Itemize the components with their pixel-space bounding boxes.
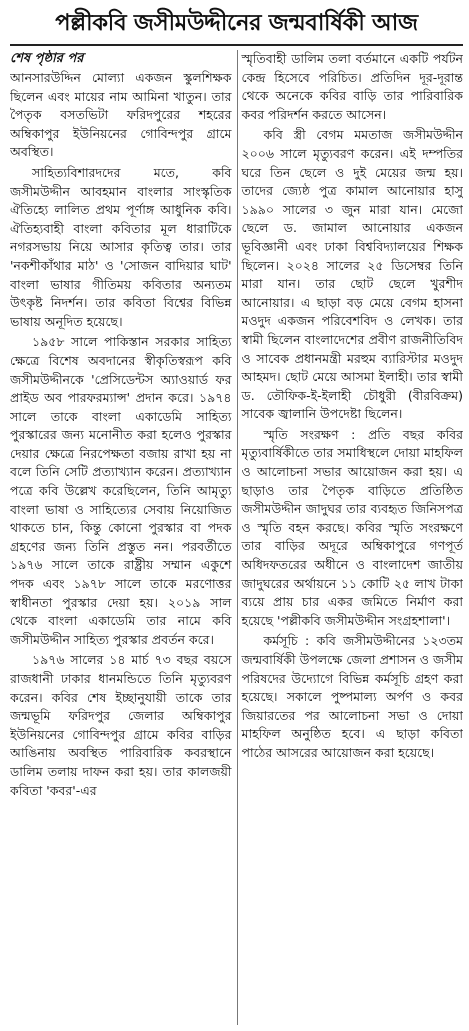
paragraph: সাহিত্যবিশারদদের মতে, কবি জসীমউদ্দীন আবহমান বাংলার সাংস্কৃতিক ঐতিহ্যে লালিত প্রথম পূর্ণাঙ্গ আধুনিক কবি। ঐতিহ্যবাহী বাংলা কবিতার মূল ধারাটিকে নগরসভায় নিয়ে আসার কৃতিত্ব তার। তার 'নকশীকাঁথার মাঠ' ও 'সোজন বাদিয়ার ঘাট' বাংলা ভাষার গীতিময় কবিতার অন্যতম উৎকৃষ্ট নিদর্শন। তার কবিতা বিশ্বের বিভিন্ন ভাষায় অনূদিত হয়েছে। <box>10 164 232 329</box>
paragraph: আনসারউদ্দিন মোল্যা একজন স্কুলশিক্ষক ছিলেন এবং মায়ের নাম আমিনা খাতুন। তার পৈতৃক বসতভিটা ফরিদপুরের শহরের অম্বিকাপুর ইউনিয়নের গোবিন্দপুর গ্রামে অবস্থিত। <box>10 70 232 160</box>
paragraph: কবি স্ত্রী বেগম মমতাজ জসীমউদ্দীন ২০০৬ সালে মৃত্যুবরণ করেন। এই দম্পতির ঘরে তিন ছেলে ও দুই মেয়ের জন্ম হয়। তাদের জ্যেষ্ঠ পুত্র কামাল আনোয়ার হাসু ১৯৯০ সালের ৩ জুন মারা যান। মেজো ছেলে ড. জামাল আনোয়ার একজন ভূবিজ্ঞানী এবং ঢাকা বিশ্ববিদ্যালয়ের শিক্ষক ছিলেন। ২০২৪ সালের ২৫ ডিসেম্বর তিনি মারা যান। তার ছোট ছেলে খুরশীদ আনোয়ার। এ ছাড়া বড় মেয়ে বেগম হাসনা মওদুদ একজন পরিবেশবিদ ও লেখক। তার স্বামী ছিলেন বাংলাদেশের প্রবীণ রাজনীতিবিদ ও সাবেক প্রধানমন্ত্রী মরহুম ব্যারিস্টার মওদুদ আহমদ। ছোট মেয়ে আসমা ইলাহী। তার স্বামী ড. তৌফিক-ই-ইলাহী চৌধুরী (বীরবিক্রম) সাবেক জ্বালানি উপদেষ্টা ছিলেন। <box>241 127 463 422</box>
paragraph: ১৯৭৬ সালের ১৪ মার্চ ৭৩ বছর বয়সে রাজধানী ঢাকার ধানমন্ডিতে তিনি মৃত্যুবরণ করেন। কবির শেষ ইচ্ছানুযায়ী তাকে তার জন্মভূমি ফরিদপুর জেলার অম্বিকাপুর ইউনিয়নের গোবিন্দপুর গ্রামে কবির বাড়ির আঙিনায় অবস্থিত পারিবারিক কবরস্থানে ডালিম তলায় দাফন করা হয়। তার কালজয়ী কবিতা 'কবর'-এর <box>10 652 232 798</box>
paragraph: স্মৃতি সংরক্ষণ : প্রতি বছর কবির মৃত্যুবার্ষিকীতে তার সমাধিস্থলে দোয়া মাহফিল ও আলোচনা সভার আয়োজন করা হয়। এ ছাড়াও তার পৈতৃক বাড়িতে প্রতিষ্ঠিত জসীমউদ্দীন জাদুঘর তার ব্যবহৃত জিনিসপত্র ও স্মৃতি বহন করছে। কবির স্মৃতি সংরক্ষণে তার বাড়ির অদূরে অম্বিকাপুরে গণপূর্ত অধিদফতরের অধীনে ও বাংলাদেশ জাতীয় জাদুঘরের অর্থায়নে ১১ কোটি ২৫ লাখ টাকা ব্যয়ে প্রায় চার একর জমিতে নির্মাণ করা হয়েছে 'পল্লীকবি জসীমউদ্দীন সংগ্রহশালা'। <box>241 426 463 628</box>
headline: পল্লীকবি জসীমউদ্দীনের জন্মবার্ষিকী আজ <box>55 10 418 36</box>
paragraph: স্মৃতিবাহী ডালিম তলা বর্তমানে একটি পর্যটন কেন্দ্র হিসেবে পরিচিত। প্রতিদিন দূর-দূরান্ত থেকে অনেকে কবির বাড়ি তার পারিবারিক কবর পরিদর্শন করতে আসেন। <box>241 51 463 122</box>
left-column <box>10 50 232 1025</box>
right-column <box>242 50 464 1025</box>
paragraph: কর্মসূচি : কবি জসীমউদ্দীনের ১২৩তম জন্মবার্ষিকী উপলক্ষে জেলা প্রশাসন ও জসীম পরিষদের উদ্যোগে বিভিন্ন কর্মসূচি গ্রহণ করা হয়েছে। সকালে পুষ্পমাল্য অর্পণ ও কবর জিয়ারতের পর আলোচনা সভা ও দোয়া মাহফিল অনুষ্ঠিত হবে। এ ছাড়া কবিতা পাঠের আসরের আয়োজন করা হয়েছে। <box>241 633 463 760</box>
paragraph: ১৯৫৮ সালে পাকিস্তান সরকার সাহিত্য ক্ষেত্রে বিশেষ অবদানের স্বীকৃতিস্বরূপ কবি জসীমউদ্দীনকে 'প্রেসিডেন্টস অ্যাওয়ার্ড ফর প্রাইড অব পারফরম্যান্স' প্রদান করে। ১৯৭৪ সালে তাকে বাংলা একাডেমি সাহিত্য পুরস্কারের জন্য মনোনীত করা হলেও পুরস্কার দেয়ার ক্ষেত্রে নিরপেক্ষতা বজায় রাখা হয় না বলে তিনি সেটি প্রত্যাখ্যান করেন। প্রত্যাখ্যান পত্রে কবি উল্লেখ করেছিলেন, তিনি আমৃত্যু বাংলা ভাষা ও সাহিত্যের সেবায় নিয়োজিত থাকতে চান, কিন্তু কোনো পুরস্কার বা পদক গ্রহণের জন্য তিনি প্রস্তুত নন। পরবর্তীতে ১৯৭৬ সালে তাকে রাষ্ট্রীয় সম্মান একুশে পদক এবং ১৯৭৮ সালে তাকে মরণোত্তর স্বাধীনতা পুরস্কার দেয়া হয়। ২০১৯ সাল থেকে বাংলা একাডেমি তার নামে কবি জসীমউদ্দীন সাহিত্য পুরস্কার প্রবর্তন করে। <box>10 334 232 647</box>
continued-from-label: শেষ পৃষ্ঠার পর <box>10 51 84 66</box>
headline-rule <box>10 44 463 46</box>
article-columns <box>10 50 463 1025</box>
